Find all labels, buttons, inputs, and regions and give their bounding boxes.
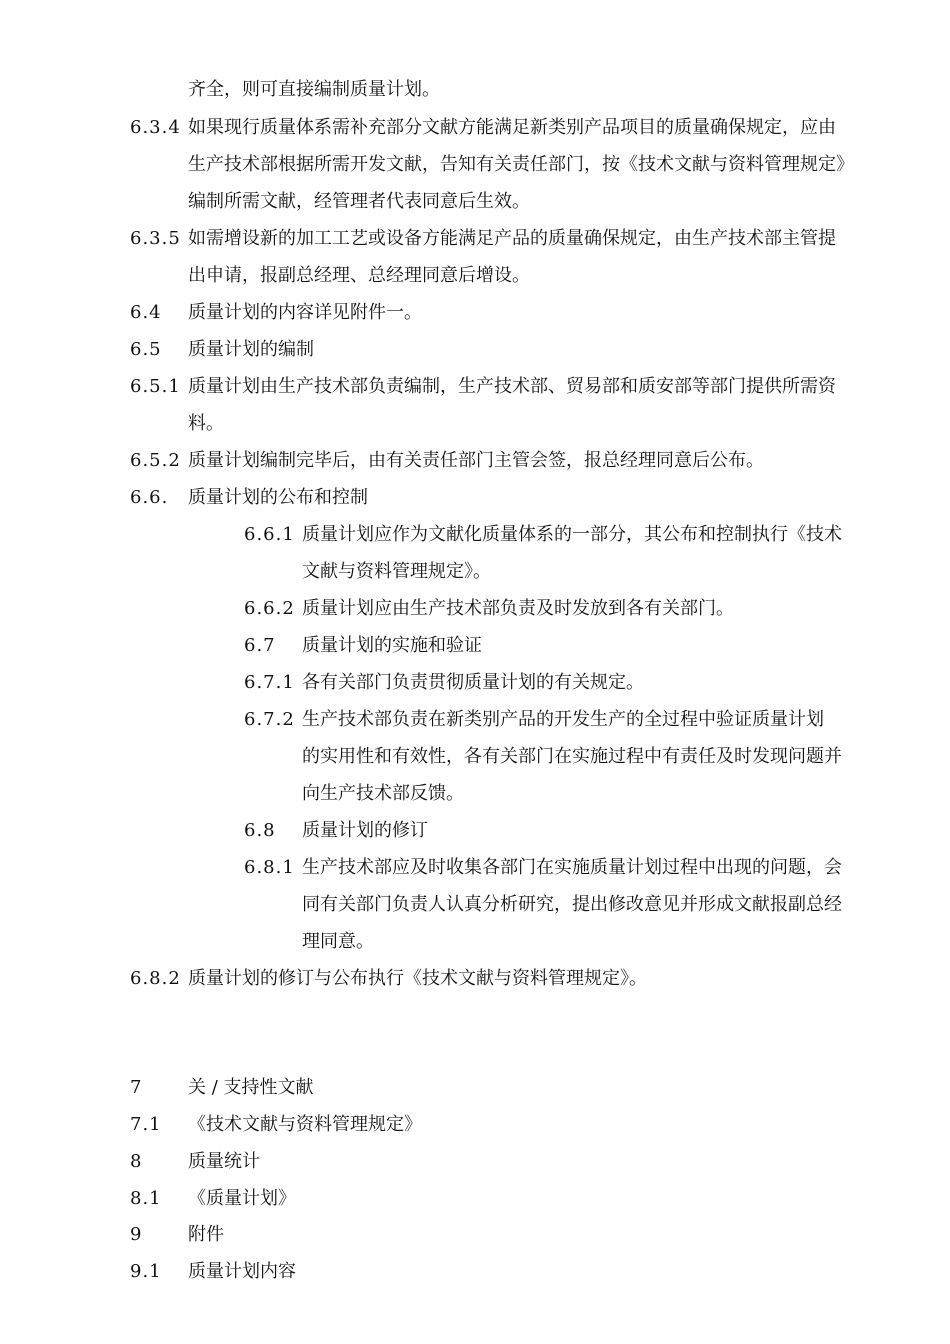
clause-number: 6.6.2 <box>244 598 295 619</box>
clause-number: 6.6.1 <box>244 524 295 545</box>
clause-text: 质量计划应由生产技术部负责及时发放到各有关部门。 <box>302 598 734 619</box>
clause-text: 质量计划的内容详见附件一。 <box>188 302 422 323</box>
clause-number: 6.3.5 <box>130 228 181 249</box>
clause-number: 6.5.1 <box>130 376 181 397</box>
paragraph-line: 的实用性和有效性，各有关部门在实施过程中有责任及时发现问题并 <box>302 746 842 767</box>
paragraph-line: 编制所需文献，经管理者代表同意后生效。 <box>188 191 530 212</box>
clause-number: 9.1 <box>130 1261 162 1282</box>
clause-number: 6.3.4 <box>130 117 181 138</box>
clause-text: 质量计划编制完毕后，由有关责任部门主管会签，报总经理同意后公布。 <box>188 450 764 471</box>
clause-number: 6.4 <box>130 302 162 323</box>
clause-number: 6.8 <box>244 820 276 841</box>
clause-text: 如果现行质量体系需补充部分文献方能满足新类别产品项目的质量确保规定，应由 <box>188 117 836 138</box>
paragraph-line: 生产技术部根据所需开发文献，告知有关责任部门，按《技术文献与资料管理规定》 <box>188 154 854 175</box>
section-title: 质量统计 <box>188 1151 260 1172</box>
clause-text: 生产技术部负责在新类别产品的开发生产的全过程中验证质量计划 <box>302 709 824 730</box>
paragraph-line: 文献与资料管理规定》。 <box>302 561 491 582</box>
clause-text: 质量计划的修订与公布执行《技术文献与资料管理规定》。 <box>188 968 647 989</box>
clause-text: 质量计划的编制 <box>188 339 314 360</box>
clause-text: 质量计划的修订 <box>302 820 428 841</box>
clause-number: 6.8.1 <box>244 857 295 878</box>
clause-number: 8.1 <box>130 1188 162 1209</box>
clause-number: 6.6. <box>130 487 169 508</box>
clause-text: 质量计划应作为文献化质量体系的一部分，其公布和控制执行《技术 <box>302 524 842 545</box>
clause-number: 6.7.2 <box>244 709 295 730</box>
clause-number: 6.5 <box>130 339 162 360</box>
clause-text: 《质量计划》 <box>188 1188 296 1209</box>
clause-text: 如需增设新的加工工艺或设备方能满足产品的质量确保规定，由生产技术部主管提 <box>188 228 836 249</box>
clause-text: 质量计划的实施和验证 <box>302 635 482 656</box>
clause-number: 6.7.1 <box>244 672 295 693</box>
paragraph-line: 向生产技术部反馈。 <box>302 783 464 804</box>
paragraph-line: 料。 <box>188 413 224 434</box>
clause-text: 质量计划由生产技术部负责编制，生产技术部、贸易部和质安部等部门提供所需资 <box>188 376 836 397</box>
section-number: 7 <box>130 1077 143 1098</box>
clause-number: 7.1 <box>130 1114 162 1135</box>
section-title: 关 / 支持性文献 <box>188 1077 314 1098</box>
clause-number: 6.8.2 <box>130 968 181 989</box>
clause-text: 质量计划内容 <box>188 1261 296 1282</box>
clause-text: 生产技术部应及时收集各部门在实施质量计划过程中出现的问题，会 <box>302 857 842 878</box>
paragraph-line: 同有关部门负责人认真分析研究，提出修改意见并形成文献报副总经 <box>302 894 842 915</box>
clause-text: 《技术文献与资料管理规定》 <box>188 1114 422 1135</box>
clause-number: 6.7 <box>244 635 276 656</box>
section-number: 8 <box>130 1151 143 1172</box>
clause-text: 各有关部门负责贯彻质量计划的有关规定。 <box>302 672 644 693</box>
clause-text: 质量计划的公布和控制 <box>188 487 368 508</box>
paragraph-line: 齐全，则可直接编制质量计划。 <box>188 79 440 100</box>
paragraph-line: 出申请，报副总经理、总经理同意后增设。 <box>188 265 530 286</box>
paragraph-line: 理同意。 <box>302 931 374 952</box>
section-number: 9 <box>130 1224 143 1245</box>
clause-number: 6.5.2 <box>130 450 181 471</box>
section-title: 附件 <box>188 1224 224 1245</box>
